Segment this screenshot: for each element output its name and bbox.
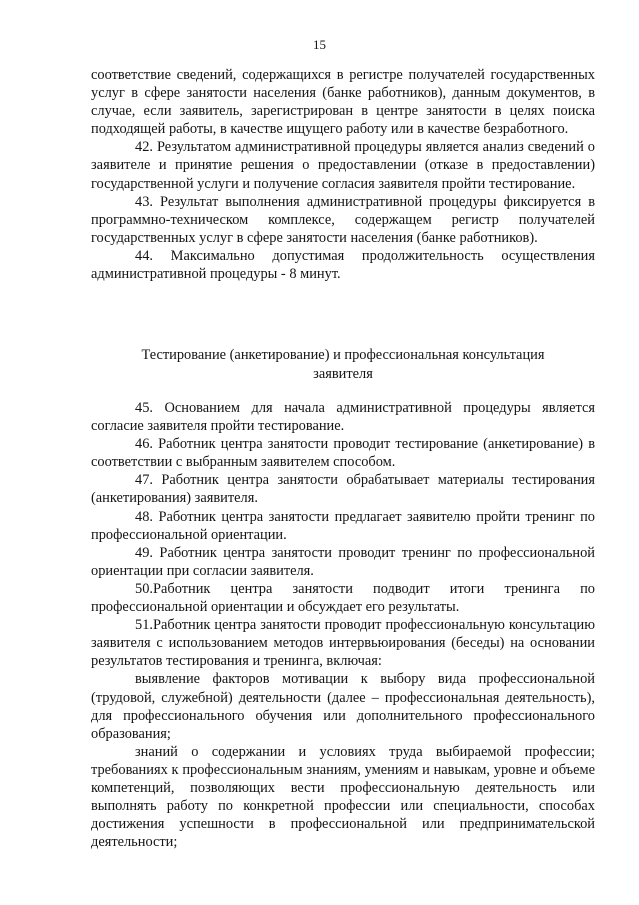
paragraph-44: 44. Максимально допустимая продолжительность осуществления административной процедуры - 8 минут.	[91, 247, 595, 283]
paragraph-50: 50.Работник центра занятости подводит итоги тренинга по профессиональной ориентации и обсуждает его результаты.	[91, 580, 595, 616]
paragraph-43: 43. Результат выполнения административной процедуры фиксируется в программно-техническом комплексе, содержащем регистр получателей государственных услуг в сфере занятости населения (банке работников).	[91, 193, 595, 246]
section-heading	[91, 346, 595, 383]
top-text-block	[91, 66, 595, 283]
paragraph-48: 48. Работник центра занятости предлагает заявителю пройти тренинг по профессиональной ориентации.	[91, 508, 595, 543]
bottom-text-block	[91, 399, 595, 851]
section-heading-line-2: заявителя	[313, 365, 373, 382]
paragraph-45: 45. Основанием для начала административной процедуры является согласие заявителя пройти тестирование.	[91, 400, 595, 435]
paragraph-47: 47. Работник центра занятости обрабатывает материалы тестирования (анкетирования) заявителя.	[91, 472, 595, 507]
paragraph-46: 46. Работник центра занятости проводит тестирование (анкетирование) в соответствии с выбранным заявителем способом.	[91, 436, 595, 471]
section-heading-line-1: Тестирование (анкетирование) и профессиональная консультация	[141, 347, 545, 363]
paragraph-42: 42. Результатом административной процедуры является анализ сведений о заявителе и принятие решения о предоставлении (отказе в предоставлении) государственной услуги и получение согласия заявителя пройти тестирование.	[91, 139, 595, 192]
list-item-knowledge: знаний о содержании и условиях труда выбираемой профессии; требованиях к профессиональным знаниям, умениям и навыкам, уровне и объеме компетенций, позволяющих вести профессиональную деятельность или выполнять работу по конкретной профессии или специальности, способах достижения успешности в профессиональной или предпринимательской деятельности;	[91, 743, 595, 851]
page-number: 15	[313, 37, 326, 52]
list-item-motivation: выявление факторов мотивации к выбору вида профессиональной (трудовой, служебной) деятельности (далее – профессиональная деятельность), для профессионального обучения или дополнительного профессионального образования;	[91, 671, 595, 742]
paragraph-51: 51.Работник центра занятости проводит профессиональную консультацию заявителя с использованием методов интервьюирования (беседы) на основании результатов тестирования и тренинга, включая:	[91, 617, 595, 670]
paragraph-continuation: соответствие сведений, содержащихся в регистре получателей государственных услуг в сфере занятости населения (банке работников), данным документов, в случае, если заявитель, зарегистрирован в центре занятости в целях поиска подходящей работы, в качестве ищущего работу или в качестве безработного.	[91, 67, 595, 138]
paragraph-49: 49. Работник центра занятости проводит тренинг по профессиональной ориентации при согласии заявителя.	[91, 544, 595, 579]
